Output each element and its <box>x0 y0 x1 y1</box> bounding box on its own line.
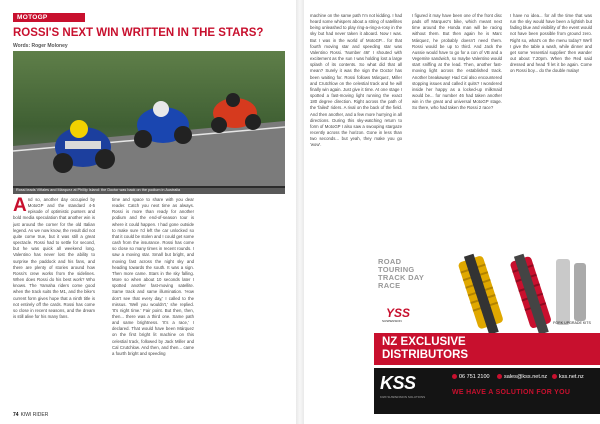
fork-kit-label: FORK UPGRADE KITS <box>553 321 591 325</box>
kss-logo: KSS <box>380 373 416 393</box>
page-number: 74 <box>13 412 19 418</box>
phone-number <box>452 374 490 380</box>
distributor-line-2: DISTRIBUTORS <box>382 349 469 361</box>
column-5-text: I have no idea... for all the time that was run the sky would have been a lightish but fading blue and visibility of the event would not have been possible from ground zero. Right so, what's on the menu today? We'll I give the table a wash, while dinner and get some 'essential supplies' then wander out about 7.20pm. When the Red said dressed and head 'll let it be again. Come on Rossi boy... do the double malay! <box>510 13 592 74</box>
ad-slogan: WE HAVE A SOLUTION FOR YOU <box>452 389 571 396</box>
article-column-1 <box>13 197 95 409</box>
ad-headline-line: RACE <box>378 281 401 290</box>
photo-caption: Rossi leads Viñales and Márquez at Phillip Island: the Doctor was back on the podium in Australia <box>13 186 285 194</box>
page-gutter <box>296 0 304 424</box>
column-1-text: nd so, another day occupied by MotoGP and the standard 4-5 episode of optimistic punters and bold media speculation that another win is just around the corner for the old Italian legend. As we now know, the result did not quite come true, but it was still a great spectacle. Rossi had to settle for second, but he was quick all weekend long. Valentino has never lost the ability to surprise the paddock and his fans, and there are plenty of stories around how Rossi's crew works from the sidelines. When does Rossi do his best work? Who knows. The Yamaha riders come good when the track suits the M1, and the bike's current form gives hope that a ninth title is not entirely off the cards. Rossi has come so close in recent seasons, and the dream is still alive for his many fans. <box>13 197 95 319</box>
article-column-5 <box>510 13 592 247</box>
ad-headline-line: TOURING <box>378 265 415 274</box>
kss-subtitle: KIWI SUSPENSION SOLUTIONS <box>380 395 426 399</box>
email-icon <box>497 374 502 379</box>
race-photo <box>13 51 285 188</box>
column-4-text: I figured it may have been one of the front disc pads off Marquez's bike, which meant next time around the Honda man will be racing without them. But then again he is Marc Márquez, he probably doesn't need them. Rossi would be up to third. And Jack the Aussie would have to go for a con of VB and a Vegemite sandwich, so maybe Valentino would start sniffing at the lead. Then, another fast-moving light across the established track. Another breakaway! Had Cal also encountered stopping issues and called it quits? I wondered inside her happy as a locked-up milkmaid would be... for number 46 had taken another win in the great and universal MotoGP stage. So there, who had taken the Rossi 2 race? <box>412 13 502 111</box>
yss-subtitle: SUSPENSION <box>382 319 402 323</box>
distributor-line-1: NZ EXCLUSIVE <box>382 336 466 348</box>
article-column-2 <box>112 197 194 409</box>
magazine-name: KIWI RIDER <box>20 412 49 418</box>
byline: Words: Roger Moloney <box>13 43 68 49</box>
section-tag: MOTOGP <box>13 13 85 22</box>
website-link[interactable] <box>552 374 584 380</box>
email-text: sales@kss.net.nz <box>504 374 548 380</box>
article-column-4 <box>412 13 502 247</box>
ad-headline-line: ROAD <box>378 257 402 266</box>
website-text: kss.net.nz <box>559 374 584 380</box>
distributor-banner <box>374 333 600 365</box>
column-2-text: time and space to share with you dear reader. Catch you next time as always. Rossi is more than ready for another podium and the end-of-season tour is where it could happen. I had gone outside to make sure I'd left the car unlocked so that it could be stolen and I could get some cash from the insurance. Rossi has come so close so many times in recent rounds. I saw a moving star. Small but bright, and moving fast across the night sky and heading towards the south. It was a sign. Then more came. Stars in the sky falling. More so when about 10 seconds later I spotted another fast-moving satellite. Same track and same illumination. 'How don't see that every day,' I called to the missus. 'Well you wouldn't,' she replied. 'It's night time.' Fair point. But then, then, then... there was a third one. Same path and same brightness. 'It's a race,' I declared. That would have been Márquez on the first bright lit machine on this celestial track, followed by Jack Miller and Cal Crutchlow. And then, and then... came a fourth bright and speeding <box>112 197 194 356</box>
email-address[interactable] <box>497 374 547 380</box>
phone-icon <box>452 374 457 379</box>
page-folio <box>13 412 48 418</box>
race-photo-illustration <box>13 51 285 188</box>
yss-logo: YSS <box>386 306 411 320</box>
ad-headline-line: TRACK DAY <box>378 273 425 282</box>
column-3-text: machine on the same path I'm not kidding. I had heard some whispers about a string of satellites being unleashed to play ring-a-ring-a-rosy in the sky but had never taken it aboard. Now I was. But I was in the world of MotoGP... for that fourth moving star and speeding star was Valentino Rossi. 'Number 46!' I shouted with excitement as the sun I was holding lost a large splash of its contents. So what did that all mean? Surely it was the sign the Doctor has been waiting for. Rossi follows Márquez, Miller and Crutchlow on the celestial track and he will finally win again. Just give it time. At one stage I spotted a fast-moving light running the exact 180 degree direction. Right across the path of the 'failed' riders. A rival on the back of the field. And then another, and a few more hurrying in all directions. During this sky-watching return to form of MotoGP I also saw a swooping stargaze recently across the horizon. Gone in less than two seconds... but yeah, they make you go 'wow'. <box>310 13 402 148</box>
article-column-3 <box>310 13 402 247</box>
globe-icon <box>552 374 557 379</box>
dropcap: A <box>13 197 27 216</box>
phone-text: 06 751 2100 <box>459 374 490 380</box>
article-headline: ROSSI'S NEXT WIN WRITTEN IN THE STARS? <box>13 27 264 39</box>
